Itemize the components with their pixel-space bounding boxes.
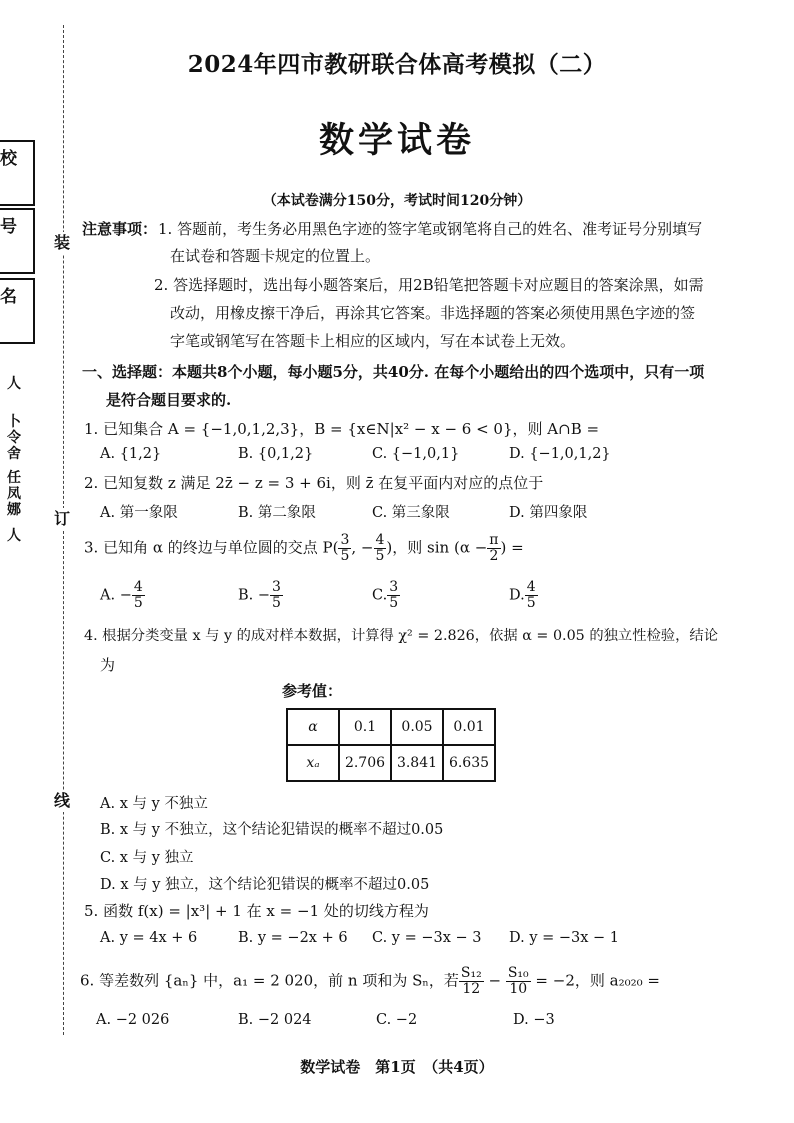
table-row bbox=[287, 745, 495, 781]
table-cell: 0.05 bbox=[391, 709, 443, 745]
reference-label: 参考值： bbox=[282, 682, 343, 700]
notes-label: 注意事项： bbox=[82, 220, 158, 238]
q2-option-d: D. 第四象限 bbox=[509, 505, 588, 521]
q4-option-c: C. x 与 y 独立 bbox=[100, 850, 194, 866]
q6-stem-end: = −2，则 a₂₀₂₀ = bbox=[530, 971, 660, 990]
number-field-label: 号 bbox=[0, 217, 17, 237]
option-label: B. − bbox=[238, 587, 271, 604]
q6-fraction-2 bbox=[506, 966, 531, 997]
table-cell: 6.635 bbox=[443, 745, 495, 781]
q6-option-c: C. −2 bbox=[376, 1012, 418, 1028]
option-fraction bbox=[270, 580, 283, 611]
table-cell: xₐ bbox=[287, 745, 339, 781]
side-mark: 凤 bbox=[7, 486, 21, 502]
table-row bbox=[287, 709, 495, 745]
note-item-2-cont2: 字笔或钢笔写在答题卡上相应的区域内，写在本试卷上无效。 bbox=[170, 332, 576, 350]
fraction-numerator: 3 bbox=[272, 579, 281, 595]
q3-point-y-fraction bbox=[374, 533, 387, 564]
q3-pi-fraction bbox=[487, 533, 500, 564]
q3-stem-end: ) = bbox=[500, 538, 524, 557]
option-label: C. bbox=[372, 587, 388, 604]
q4-option-b: B. x 与 y 不独立，这个结论犯错误的概率不超过0.05 bbox=[100, 822, 444, 838]
subject-title: 数学试卷 bbox=[318, 120, 475, 161]
q1-option-b: B. {0,1,2} bbox=[238, 446, 314, 462]
q4-option-d: D. x 与 y 独立，这个结论犯错误的概率不超过0.05 bbox=[100, 877, 430, 893]
table-cell: 0.1 bbox=[339, 709, 391, 745]
side-mark: 令 bbox=[7, 430, 21, 446]
q2-option-a: A. 第一象限 bbox=[100, 505, 178, 521]
q3-stem-start: 3. 已知角 α 的终边与单位圆的交点 P( bbox=[84, 538, 339, 557]
note-item-2-cont: 改动，用橡皮擦干净后，再涂其它答案。非选择题的答案必须使用黑色字迹的签 bbox=[170, 304, 696, 322]
fraction-denominator: 5 bbox=[340, 548, 350, 564]
school-field-label: 校 bbox=[0, 149, 17, 169]
section-heading: 一、选择题：本题共8个小题，每小题5分，共40分. 在每个小题给出的四个选项中，只有一项 bbox=[82, 363, 705, 381]
q6-option-a: A. −2 026 bbox=[96, 1012, 170, 1028]
option-label: A. − bbox=[100, 587, 132, 604]
option-fraction bbox=[387, 580, 400, 611]
q5-option-a: A. y = 4x + 6 bbox=[100, 930, 198, 946]
q5-option-d: D. y = −3x − 1 bbox=[509, 930, 620, 946]
question-6-stem bbox=[80, 966, 660, 997]
fraction-numerator: 4 bbox=[375, 532, 385, 548]
question-4-stem-cont: 为 bbox=[100, 656, 116, 674]
binding-line bbox=[63, 25, 64, 1035]
q6-option-d: D. −3 bbox=[513, 1012, 555, 1028]
q6-stem-start: 6. 等差数列 {aₙ} 中，a₁ = 2 020，前 n 项和为 Sₙ，若 bbox=[80, 971, 459, 990]
page-footer: 数学试卷 第1页 （共4页） bbox=[300, 1058, 494, 1076]
fraction-denominator: 2 bbox=[489, 548, 499, 564]
question-4-stem: 4. 根据分类变量 x 与 y 的成对样本数据，计算得 χ² = 2.826，依据 α = 0.05 的独立性检验，结论 bbox=[84, 628, 718, 644]
q3-point-x-fraction bbox=[338, 533, 351, 564]
q6-fraction-1 bbox=[459, 966, 484, 997]
table-cell: 2.706 bbox=[339, 745, 391, 781]
exam-subtitle: （本试卷满分150分，考试时间120分钟） bbox=[262, 193, 532, 209]
reference-table bbox=[286, 708, 496, 782]
side-mark: 人 bbox=[7, 376, 21, 392]
q1-option-d: D. {−1,0,1,2} bbox=[509, 446, 611, 462]
number-field-box bbox=[0, 208, 35, 274]
fraction-numerator: 4 bbox=[526, 579, 536, 595]
table-cell: 3.841 bbox=[391, 745, 443, 781]
question-3-stem bbox=[84, 533, 524, 564]
fraction-numerator: π bbox=[489, 532, 499, 548]
binding-char-zhuang: 装 bbox=[54, 233, 71, 252]
note-item-2: 2. 答选择题时，选出每小题答案后，用2B铅笔把答题卡对应题目的答案涂黑，如需 bbox=[154, 276, 704, 294]
q5-option-c: C. y = −3x − 3 bbox=[372, 930, 482, 946]
fraction-denominator: 5 bbox=[133, 595, 143, 611]
option-fraction bbox=[525, 580, 538, 611]
fraction-denominator: 5 bbox=[272, 595, 281, 611]
fraction-numerator: 4 bbox=[133, 579, 143, 595]
question-1-stem: 1. 已知集合 A = {−1,0,1,2,3}，B = {x∈N|x² − x − 6 < 0}，则 A∩B = bbox=[84, 420, 600, 438]
fraction-denominator: 12 bbox=[462, 981, 481, 997]
fraction-denominator: 5 bbox=[375, 548, 385, 564]
fraction-numerator: 3 bbox=[340, 532, 350, 548]
binding-char-xian: 线 bbox=[54, 791, 71, 810]
section-heading-cont: 是符合题目要求的. bbox=[106, 391, 232, 409]
q1-option-a: A. {1,2} bbox=[100, 446, 162, 462]
q4-option-a: A. x 与 y 不独立 bbox=[100, 796, 208, 812]
note-item-1-cont: 在试卷和答题卡规定的位置上。 bbox=[170, 247, 381, 265]
q3-option-d bbox=[509, 580, 538, 611]
q3-stem-middle: )，则 sin (α − bbox=[386, 538, 488, 557]
q3-option-b bbox=[238, 580, 283, 611]
fraction-numerator: 3 bbox=[389, 579, 399, 595]
side-mark: 任 bbox=[7, 470, 21, 486]
option-fraction bbox=[132, 580, 145, 611]
name-field-label: 名 bbox=[0, 287, 17, 307]
fraction-numerator: S₁₂ bbox=[460, 965, 482, 981]
question-5-stem: 5. 函数 f(x) = |x³| + 1 在 x = −1 处的切线方程为 bbox=[84, 902, 429, 920]
table-cell: α bbox=[287, 709, 339, 745]
option-label: D. bbox=[509, 587, 525, 604]
side-mark: 舍 bbox=[7, 446, 21, 462]
q5-option-b: B. y = −2x + 6 bbox=[238, 930, 348, 946]
question-2-stem: 2. 已知复数 z 满足 2z̄ − z = 3 + 6i，则 z̄ 在复平面内对应的点位于 bbox=[84, 474, 544, 492]
side-mark: 卜 bbox=[7, 414, 21, 430]
q2-option-b: B. 第二象限 bbox=[238, 505, 316, 521]
table-cell: 0.01 bbox=[443, 709, 495, 745]
q2-option-c: C. 第三象限 bbox=[372, 505, 450, 521]
q3-option-a bbox=[100, 580, 145, 611]
fraction-denominator: 5 bbox=[526, 595, 536, 611]
fraction-numerator: S₁₀ bbox=[507, 965, 529, 981]
side-mark: 人 bbox=[7, 528, 21, 544]
fraction-denominator: 5 bbox=[389, 595, 399, 611]
exam-title: 2024年四市教研联合体高考模拟（二） bbox=[187, 51, 607, 78]
fraction-denominator: 10 bbox=[509, 981, 528, 997]
note-item-1: 1. 答题前，考生务必用黑色字迹的签字笔或钢笔将自己的姓名、准考证号分别填写 bbox=[158, 220, 703, 238]
q1-option-c: C. {−1,0,1} bbox=[372, 446, 460, 462]
q3-option-c bbox=[372, 580, 400, 611]
name-field-box bbox=[0, 278, 35, 344]
side-mark: 娜 bbox=[7, 502, 21, 518]
q6-option-b: B. −2 024 bbox=[238, 1012, 312, 1028]
q6-minus: − bbox=[483, 971, 506, 990]
q3-point-separator: , − bbox=[351, 538, 374, 557]
binding-char-ding: 订 bbox=[54, 509, 71, 528]
